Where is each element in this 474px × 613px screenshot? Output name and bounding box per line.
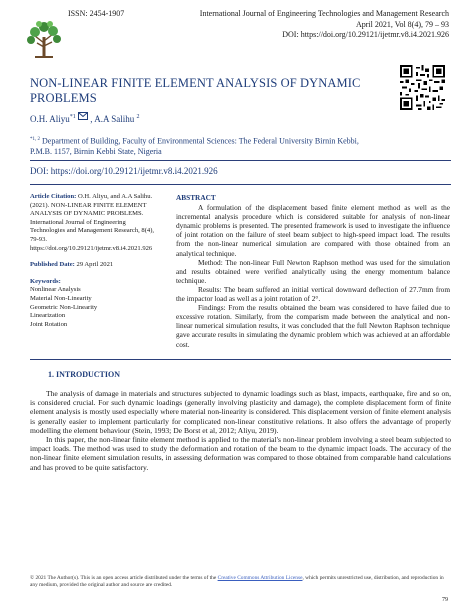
author-2-sup: 2 (136, 114, 140, 120)
divider-mid (30, 184, 451, 185)
issn-label: ISSN: 2454-1907 (68, 9, 125, 18)
published-label: Published Date: (30, 261, 75, 269)
qr-code-icon (400, 65, 445, 110)
paper-title: NON-LINEAR FINITE ELEMENT ANALYSIS OF DYNAMIC PROBLEMS (30, 76, 361, 105)
tree-logo-icon (25, 19, 63, 59)
published-date: 29 April 2021 (76, 261, 114, 269)
license-link[interactable]: Creative Commons Attribution License (217, 575, 303, 581)
divider-top (30, 160, 451, 161)
abstract-results: Results: The beam suffered an initial vertical downward deflection of 27.7mm from the impactor load as well as a joint rotation of 2°. (176, 284, 450, 304)
intro-paragraph-2: In this paper, the non-linear finite element method is applied to the material's non-linear problem involving a steel beam subjected to impact loads. The method was used to study the deformation and rotation of the beam to the dynamic impact loads. The accuracy of the non-linear finite element simulation results, in assessing deformation was compared to those obtained from comparable hand calculations and has proved to be quite satisfactory. (30, 435, 451, 472)
journal-info (149, 9, 449, 41)
affiliation-text: Department of Building, Faculty of Environmental Sciences: The Federal University Birnin Kebbi, P.M.B. 1157, Birnin Kebbi State, Nigeria (30, 136, 359, 157)
journal-issue: April 2021, Vol 8(4), 79 – 93 (355, 19, 449, 29)
affiliation (30, 135, 360, 158)
page-number: 79 (442, 597, 448, 603)
author-1-sup: *1 (69, 114, 76, 120)
abstract-section (176, 193, 450, 349)
author-1-name: O.H. Aliyu (30, 114, 70, 124)
abstract-paragraph: A formulation of the displacement based finite element method as well as the incremental analysis procedure which is considered suitable for analysis of non-linear dynamic problems is presented. The presented framework is used to investigate the influence of joint rotation on the failure of steel beam subject to high-speed impact load. The results from the non-linear numerical simulation are compared with those obtained from an analytical technique. (176, 203, 450, 258)
citation-text: O.H. Aliyu, and A.A Salihu. (2021). NON-LINEAR FINITE ELEMENT ANALYSIS OF DYNAMIC PROBLEMS. International Journal of Engineering Technologies and Management Research, 8(4), 79-93. https://doi.org/10.29121/ijetmr.v8.i4.2021.926 (30, 193, 155, 252)
intro-paragraph-1: The analysis of damage in materials and structures subjected to dynamic loadings such as blast, impacts, earthquake, fire and so on, is considered crucial. For such dynamic loadings (generally involving plasticity and damage), the complete displacement form of finite element analysis is mostly used especially where material non-linearity is considered. This displacement version of finite element analysis is generally easier to implement particularly for complicated non-linear constitutive relations. It also offers the advantage of properly modelling the element behaviour (Stein, 1993; De Borst et al, 2012; Aliyu, 2019). (30, 389, 451, 435)
footer-text-2: , which permits unrestricted use, distribution, and reproduction in any medium, provided the original author and source are credited. (30, 575, 444, 588)
citation-label: Article Citation: (30, 193, 77, 200)
divider-bottom (30, 359, 451, 360)
keyword-item: Linearization (30, 312, 66, 320)
citation-block (30, 193, 162, 253)
author-2-name: , A.A Salihu (90, 114, 135, 124)
published-block (30, 261, 162, 270)
section-heading-introduction: 1. INTRODUCTION (48, 370, 121, 379)
introduction-body (30, 389, 451, 472)
keyword-item: Nonlinear Analysis (30, 286, 81, 294)
envelope-icon[interactable] (78, 112, 88, 120)
abstract-method: Method: The non-linear Full Newton Raphson method was used for the simulation and results obtained were verified analytically using the energy momentum balance technique. (176, 257, 450, 285)
article-sidebar (30, 193, 162, 329)
affiliation-sup: *1, 2 (30, 137, 40, 142)
license-footer (30, 575, 451, 589)
journal-name: International Journal of Engineering Technologies and Management Research (199, 9, 449, 18)
footer-text-1: © 2021 The Author(s). This is an open access article distributed under the terms of the (30, 575, 218, 581)
keyword-item: Joint Rotation (30, 320, 68, 328)
keyword-item: Material Non-Linearity (30, 294, 92, 302)
author-list (30, 112, 140, 124)
abstract-heading: ABSTRACT (176, 193, 216, 202)
doi-link[interactable]: DOI: https://doi.org/10.29121/ijetmr.v8.i4.2021.926 (30, 166, 218, 176)
abstract-findings: Findings: From the results obtained the beam was considered to have failed due to excessive rotation. Similarly, from the comparism made between the analytical and non-linear numerical simulation results, it was concluded that the full Newton Raphson technique gave accurate results in simulating the dynamic problem which was achieved at an affordable cost. (176, 303, 450, 349)
keywords-label: Keywords: (30, 277, 61, 285)
keyword-item: Geometric Non-Linearity (30, 303, 98, 311)
journal-doi[interactable]: DOI: https://doi.org/10.29121/ijetmr.v8.i4.2021.926 (282, 30, 449, 39)
